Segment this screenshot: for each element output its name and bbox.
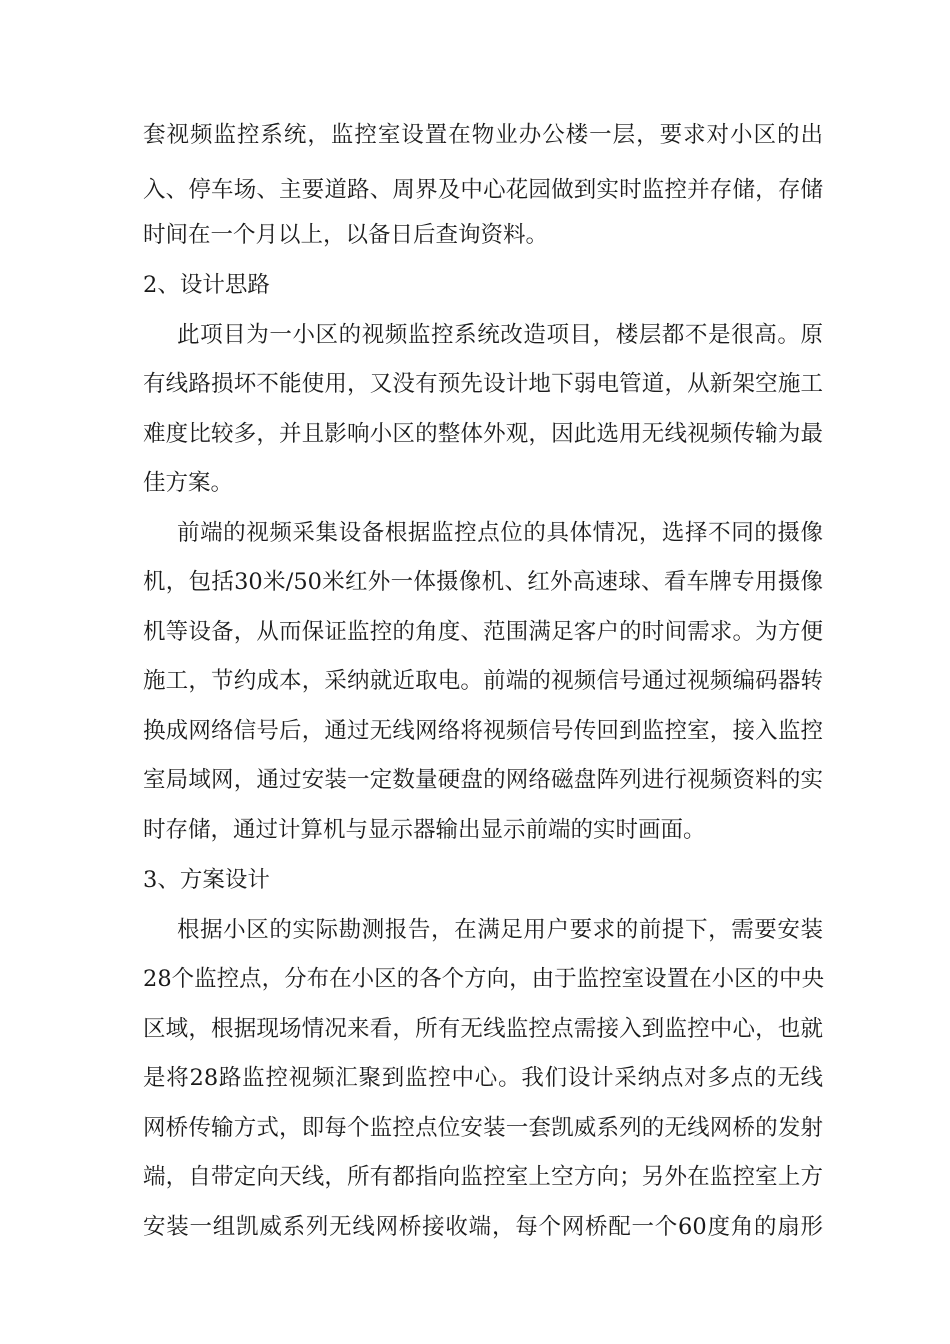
paragraph-line: 套视频监控系统，监控室设置在物业办公楼一层，要求对小区的出	[143, 122, 823, 148]
paragraph-line: 前端的视频采集设备根据监控点位的具体情况，选择不同的摄像	[177, 520, 823, 546]
paragraph-line: 难度比较多，并且影响小区的整体外观，因此选用无线视频传输为最	[143, 421, 823, 447]
section-heading: 3、方案设计	[143, 867, 270, 893]
paragraph-line: 安装一组凯威系列无线网桥接收端，每个网桥配一个60度角的扇形	[143, 1214, 823, 1240]
paragraph-line: 是将28路监控视频汇聚到监控中心。我们设计采纳点对多点的无线	[143, 1065, 823, 1091]
paragraph-line: 28个监控点，分布在小区的各个方向，由于监控室设置在小区的中央	[143, 966, 825, 992]
paragraph-line: 机等设备，从而保证监控的角度、范围满足客户的时间需求。为方便	[143, 619, 823, 645]
paragraph-line: 有线路损坏不能使用，又没有预先设计地下弱电管道，从新架空施工	[143, 371, 823, 397]
paragraph-line: 室局域网，通过安装一定数量硬盘的网络磁盘阵列进行视频资料的实	[143, 767, 823, 793]
paragraph-line: 施工，节约成本，采纳就近取电。前端的视频信号通过视频编码器转	[143, 668, 823, 694]
paragraph-line: 机，包括30米/50米红外一体摄像机、红外高速球、看车牌专用摄像	[143, 569, 823, 595]
paragraph-line: 入、停车场、主要道路、周界及中心花园做到实时监控并存储，存储	[143, 177, 823, 203]
section-heading: 2、设计思路	[143, 272, 270, 298]
paragraph-line: 网桥传输方式，即每个监控点位安装一套凯威系列的无线网桥的发射	[143, 1115, 823, 1141]
paragraph-line: 端，自带定向天线，所有都指向监控室上空方向；另外在监控室上方	[143, 1164, 823, 1190]
paragraph-line: 时间在一个月以上，以备日后查询资料。	[143, 222, 549, 248]
paragraph-line: 佳方案。	[143, 470, 234, 496]
paragraph-line: 时存储，通过计算机与显示器输出显示前端的实时画面。	[143, 817, 706, 843]
paragraph-line: 根据小区的实际勘测报告，在满足用户要求的前提下，需要安装	[177, 917, 823, 943]
paragraph-line: 此项目为一小区的视频监控系统改造项目，楼层都不是很高。原	[177, 322, 823, 348]
paragraph-line: 换成网络信号后，通过无线网络将视频信号传回到监控室，接入监控	[143, 718, 823, 744]
paragraph-line: 区域，根据现场情况来看，所有无线监控点需接入到监控中心，也就	[143, 1016, 823, 1042]
